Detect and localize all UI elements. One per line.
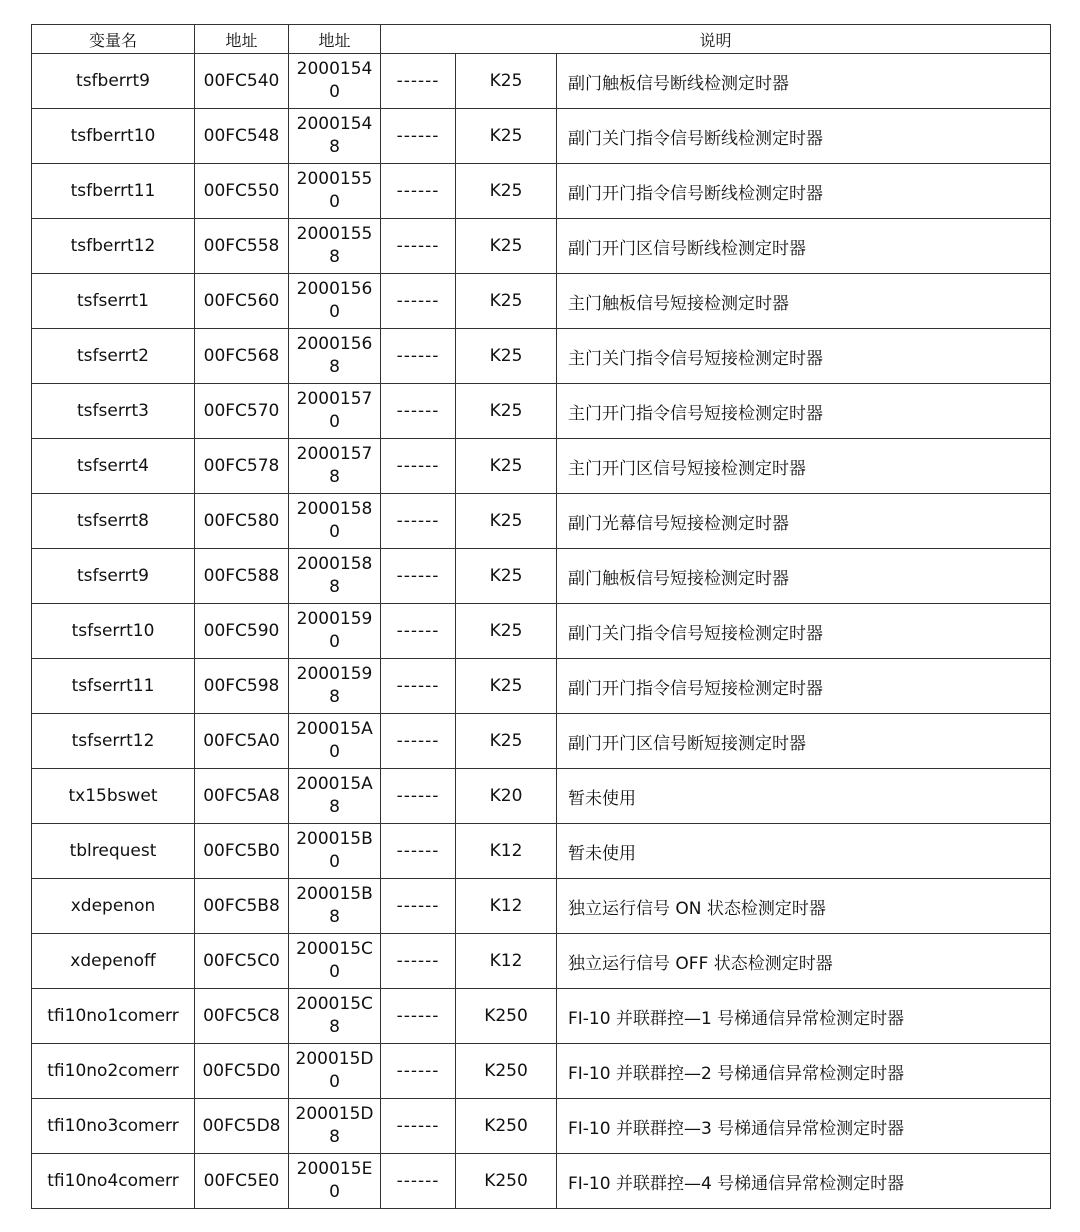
variable-name-cell: tsfserrt2 [32,329,195,384]
placeholder-cell: ------ [381,714,456,769]
constant-cell: K25 [456,164,557,219]
address-2-cell: 20001580 [289,494,381,549]
address-2-cell: 20001568 [289,329,381,384]
address-1-cell: 00FC588 [195,549,289,604]
header-address-1: 地址 [195,25,289,54]
constant-cell: K25 [456,714,557,769]
variable-name-cell: tsfserrt4 [32,439,195,494]
address-1-cell: 00FC5E0 [195,1154,289,1209]
address-1-cell: 00FC548 [195,109,289,164]
address-2-cell: 20001590 [289,604,381,659]
description-cell: 主门开门指令信号短接检测定时器 [557,384,1051,439]
variable-name-cell: tsfserrt10 [32,604,195,659]
table-row [32,439,1051,494]
table-body [32,54,1051,1209]
description-cell: 副门开门区信号断线检测定时器 [557,219,1051,274]
table-row [32,1154,1051,1209]
address-1-cell: 00FC598 [195,659,289,714]
description-cell: FI-10 并联群控—2 号梯通信异常检测定时器 [557,1044,1051,1099]
address-1-cell: 00FC5B8 [195,879,289,934]
address-2-cell: 20001598 [289,659,381,714]
address-2-cell: 200015E0 [289,1154,381,1209]
address-1-cell: 00FC5A8 [195,769,289,824]
placeholder-cell: ------ [381,604,456,659]
table-row [32,604,1051,659]
header-address-2: 地址 [289,25,381,54]
address-1-cell: 00FC568 [195,329,289,384]
address-2-cell: 200015B8 [289,879,381,934]
constant-cell: K25 [456,219,557,274]
variable-name-cell: tblrequest [32,824,195,879]
table-row [32,659,1051,714]
placeholder-cell: ------ [381,384,456,439]
description-cell: 独立运行信号 OFF 状态检测定时器 [557,934,1051,989]
address-2-cell: 200015A0 [289,714,381,769]
table-row [32,219,1051,274]
constant-cell: K250 [456,1099,557,1154]
constant-cell: K250 [456,1154,557,1209]
table-row [32,769,1051,824]
address-2-cell: 20001570 [289,384,381,439]
placeholder-cell: ------ [381,329,456,384]
address-2-cell: 200015C0 [289,934,381,989]
description-cell: FI-10 并联群控—3 号梯通信异常检测定时器 [557,1099,1051,1154]
constant-cell: K12 [456,879,557,934]
address-2-cell: 200015C8 [289,989,381,1044]
variable-name-cell: tsfberrt9 [32,54,195,109]
table-row [32,274,1051,329]
variable-name-cell: xdepenoff [32,934,195,989]
variable-name-cell: tsfserrt8 [32,494,195,549]
placeholder-cell: ------ [381,54,456,109]
constant-cell: K250 [456,989,557,1044]
placeholder-cell: ------ [381,164,456,219]
variable-name-cell: tfi10no4comerr [32,1154,195,1209]
placeholder-cell: ------ [381,824,456,879]
address-1-cell: 00FC540 [195,54,289,109]
variable-name-cell: tsfserrt9 [32,549,195,604]
variable-name-cell: tsfserrt3 [32,384,195,439]
header-variable-name: 变量名 [32,25,195,54]
constant-cell: K25 [456,549,557,604]
variable-name-cell: tsfserrt12 [32,714,195,769]
placeholder-cell: ------ [381,989,456,1044]
description-cell: 副门触板信号断线检测定时器 [557,54,1051,109]
address-2-cell: 200015D0 [289,1044,381,1099]
table-row [32,879,1051,934]
table-row [32,1099,1051,1154]
address-2-cell: 200015D8 [289,1099,381,1154]
description-cell: FI-10 并联群控—1 号梯通信异常检测定时器 [557,989,1051,1044]
address-2-cell: 20001560 [289,274,381,329]
header-description: 说明 [381,25,1051,54]
placeholder-cell: ------ [381,549,456,604]
description-cell: 主门关门指令信号短接检测定时器 [557,329,1051,384]
table-row [32,824,1051,879]
constant-cell: K25 [456,54,557,109]
description-cell: 主门触板信号短接检测定时器 [557,274,1051,329]
address-1-cell: 00FC5B0 [195,824,289,879]
header-row [32,25,1051,54]
placeholder-cell: ------ [381,219,456,274]
address-1-cell: 00FC5D8 [195,1099,289,1154]
constant-cell: K25 [456,659,557,714]
table-row [32,54,1051,109]
table-row [32,494,1051,549]
placeholder-cell: ------ [381,109,456,164]
constant-cell: K12 [456,824,557,879]
table-row [32,1044,1051,1099]
placeholder-cell: ------ [381,274,456,329]
address-2-cell: 20001540 [289,54,381,109]
constant-cell: K250 [456,1044,557,1099]
description-cell: 副门开门区信号断短接测定时器 [557,714,1051,769]
address-2-cell: 200015B0 [289,824,381,879]
description-cell: 暂未使用 [557,769,1051,824]
variable-name-cell: tfi10no2comerr [32,1044,195,1099]
table-row [32,549,1051,604]
variable-name-cell: tsfberrt12 [32,219,195,274]
description-cell: 副门开门指令信号断线检测定时器 [557,164,1051,219]
description-cell: 独立运行信号 ON 状态检测定时器 [557,879,1051,934]
table-row [32,164,1051,219]
placeholder-cell: ------ [381,659,456,714]
placeholder-cell: ------ [381,494,456,549]
description-cell: 副门关门指令信号断线检测定时器 [557,109,1051,164]
constant-cell: K25 [456,274,557,329]
address-1-cell: 00FC560 [195,274,289,329]
address-1-cell: 00FC590 [195,604,289,659]
table-row [32,109,1051,164]
address-2-cell: 200015A8 [289,769,381,824]
description-cell: 主门开门区信号短接检测定时器 [557,439,1051,494]
constant-cell: K20 [456,769,557,824]
address-1-cell: 00FC580 [195,494,289,549]
address-1-cell: 00FC558 [195,219,289,274]
description-cell: FI-10 并联群控—4 号梯通信异常检测定时器 [557,1154,1051,1209]
description-cell: 暂未使用 [557,824,1051,879]
placeholder-cell: ------ [381,879,456,934]
placeholder-cell: ------ [381,1154,456,1209]
variable-name-cell: tfi10no1comerr [32,989,195,1044]
table-row [32,989,1051,1044]
description-cell: 副门开门指令信号短接检测定时器 [557,659,1051,714]
address-2-cell: 20001558 [289,219,381,274]
description-cell: 副门触板信号短接检测定时器 [557,549,1051,604]
table-row [32,329,1051,384]
constant-cell: K25 [456,604,557,659]
placeholder-cell: ------ [381,1044,456,1099]
variable-name-cell: tx15bswet [32,769,195,824]
constant-cell: K25 [456,439,557,494]
description-cell: 副门光幕信号短接检测定时器 [557,494,1051,549]
address-1-cell: 00FC5C0 [195,934,289,989]
variable-name-cell: tfi10no3comerr [32,1099,195,1154]
address-1-cell: 00FC570 [195,384,289,439]
constant-cell: K25 [456,329,557,384]
constant-cell: K12 [456,934,557,989]
constant-cell: K25 [456,494,557,549]
table-row [32,384,1051,439]
address-1-cell: 00FC578 [195,439,289,494]
address-1-cell: 00FC5C8 [195,989,289,1044]
address-1-cell: 00FC5A0 [195,714,289,769]
table-row [32,714,1051,769]
variable-name-cell: tsfberrt11 [32,164,195,219]
address-2-cell: 20001578 [289,439,381,494]
placeholder-cell: ------ [381,1099,456,1154]
placeholder-cell: ------ [381,439,456,494]
variable-name-cell: xdepenon [32,879,195,934]
address-2-cell: 20001548 [289,109,381,164]
address-2-cell: 20001550 [289,164,381,219]
address-1-cell: 00FC550 [195,164,289,219]
placeholder-cell: ------ [381,934,456,989]
variable-name-cell: tsfserrt1 [32,274,195,329]
variable-name-cell: tsfserrt11 [32,659,195,714]
variable-name-cell: tsfberrt10 [32,109,195,164]
placeholder-cell: ------ [381,769,456,824]
address-1-cell: 00FC5D0 [195,1044,289,1099]
address-2-cell: 20001588 [289,549,381,604]
constant-cell: K25 [456,109,557,164]
timer-variable-table [31,24,1051,1209]
table-row [32,934,1051,989]
description-cell: 副门关门指令信号短接检测定时器 [557,604,1051,659]
constant-cell: K25 [456,384,557,439]
